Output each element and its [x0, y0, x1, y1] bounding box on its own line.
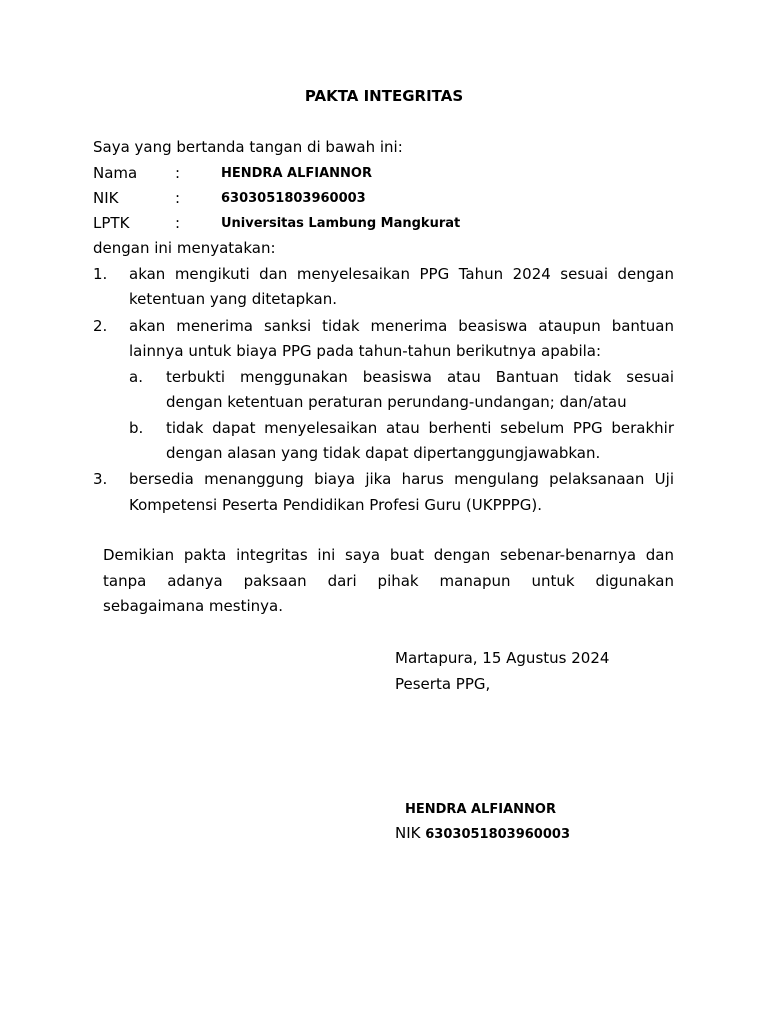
list-item-line: bersedia menanggung biaya jika harus mengulang pelaksanaan Uji [129, 470, 674, 488]
list-number: 3. [93, 470, 108, 488]
signer-name: HENDRA ALFIANNOR [405, 802, 556, 817]
list-item-line: akan mengikuti dan menyelesaikan PPG Tahun 2024 sesuai dengan [129, 265, 674, 283]
closing-line: Demikian pakta integritas ini saya buat dengan sebenar-benarnya dan [103, 546, 674, 564]
place-date: Martapura, 15 Agustus 2024 [395, 649, 610, 667]
sublist-letter: a. [129, 368, 143, 386]
signer-nik-value: 6303051803960003 [425, 827, 570, 842]
list-number: 2. [93, 317, 108, 335]
closing-line: tanpa adanya paksaan dari pihak manapun untuk digunakan [103, 572, 674, 590]
sublist-item-line: terbukti menggunakan beasiswa atau Bantuan tidak sesuai [166, 368, 674, 386]
field-value-nik: 6303051803960003 [221, 191, 366, 206]
field-label-nik: NIK [93, 189, 119, 207]
intro-text: Saya yang bertanda tangan di bawah ini: [93, 138, 403, 156]
field-colon: : [175, 214, 181, 232]
field-colon: : [175, 164, 181, 182]
document-title: PAKTA INTEGRITAS [304, 87, 464, 105]
sublist-item-line: dengan alasan yang tidak dapat dipertanggungjawabkan. [166, 444, 601, 462]
sublist-item-line: dengan ketentuan peraturan perundang-undangan; dan/atau [166, 393, 627, 411]
sublist-letter: b. [129, 419, 144, 437]
signer-role: Peserta PPG, [395, 675, 491, 693]
sublist-item-line: tidak dapat menyelesaikan atau berhenti sebelum PPG berakhir [166, 419, 674, 437]
signer-nik-label: NIK [395, 824, 421, 842]
field-value-lptk: Universitas Lambung Mangkurat [221, 216, 461, 231]
list-item-line: Kompetensi Peserta Pendidikan Profesi Guru (UKPPPG). [129, 496, 542, 514]
list-item-line: ketentuan yang ditetapkan. [129, 290, 338, 308]
field-colon: : [175, 189, 181, 207]
closing-line: sebagaimana mestinya. [103, 597, 283, 615]
signer-nik [395, 824, 570, 842]
list-number: 1. [93, 265, 108, 283]
list-item-line: lainnya untuk biaya PPG pada tahun-tahun berikutnya apabila: [129, 342, 602, 360]
list-item-line: akan menerima sanksi tidak menerima beasiswa ataupun bantuan [129, 317, 674, 335]
field-value-nama: HENDRA ALFIANNOR [221, 166, 372, 181]
field-label-lptk: LPTK [93, 214, 130, 232]
field-label-nama: Nama [93, 164, 138, 182]
declare-text: dengan ini menyatakan: [93, 239, 276, 257]
